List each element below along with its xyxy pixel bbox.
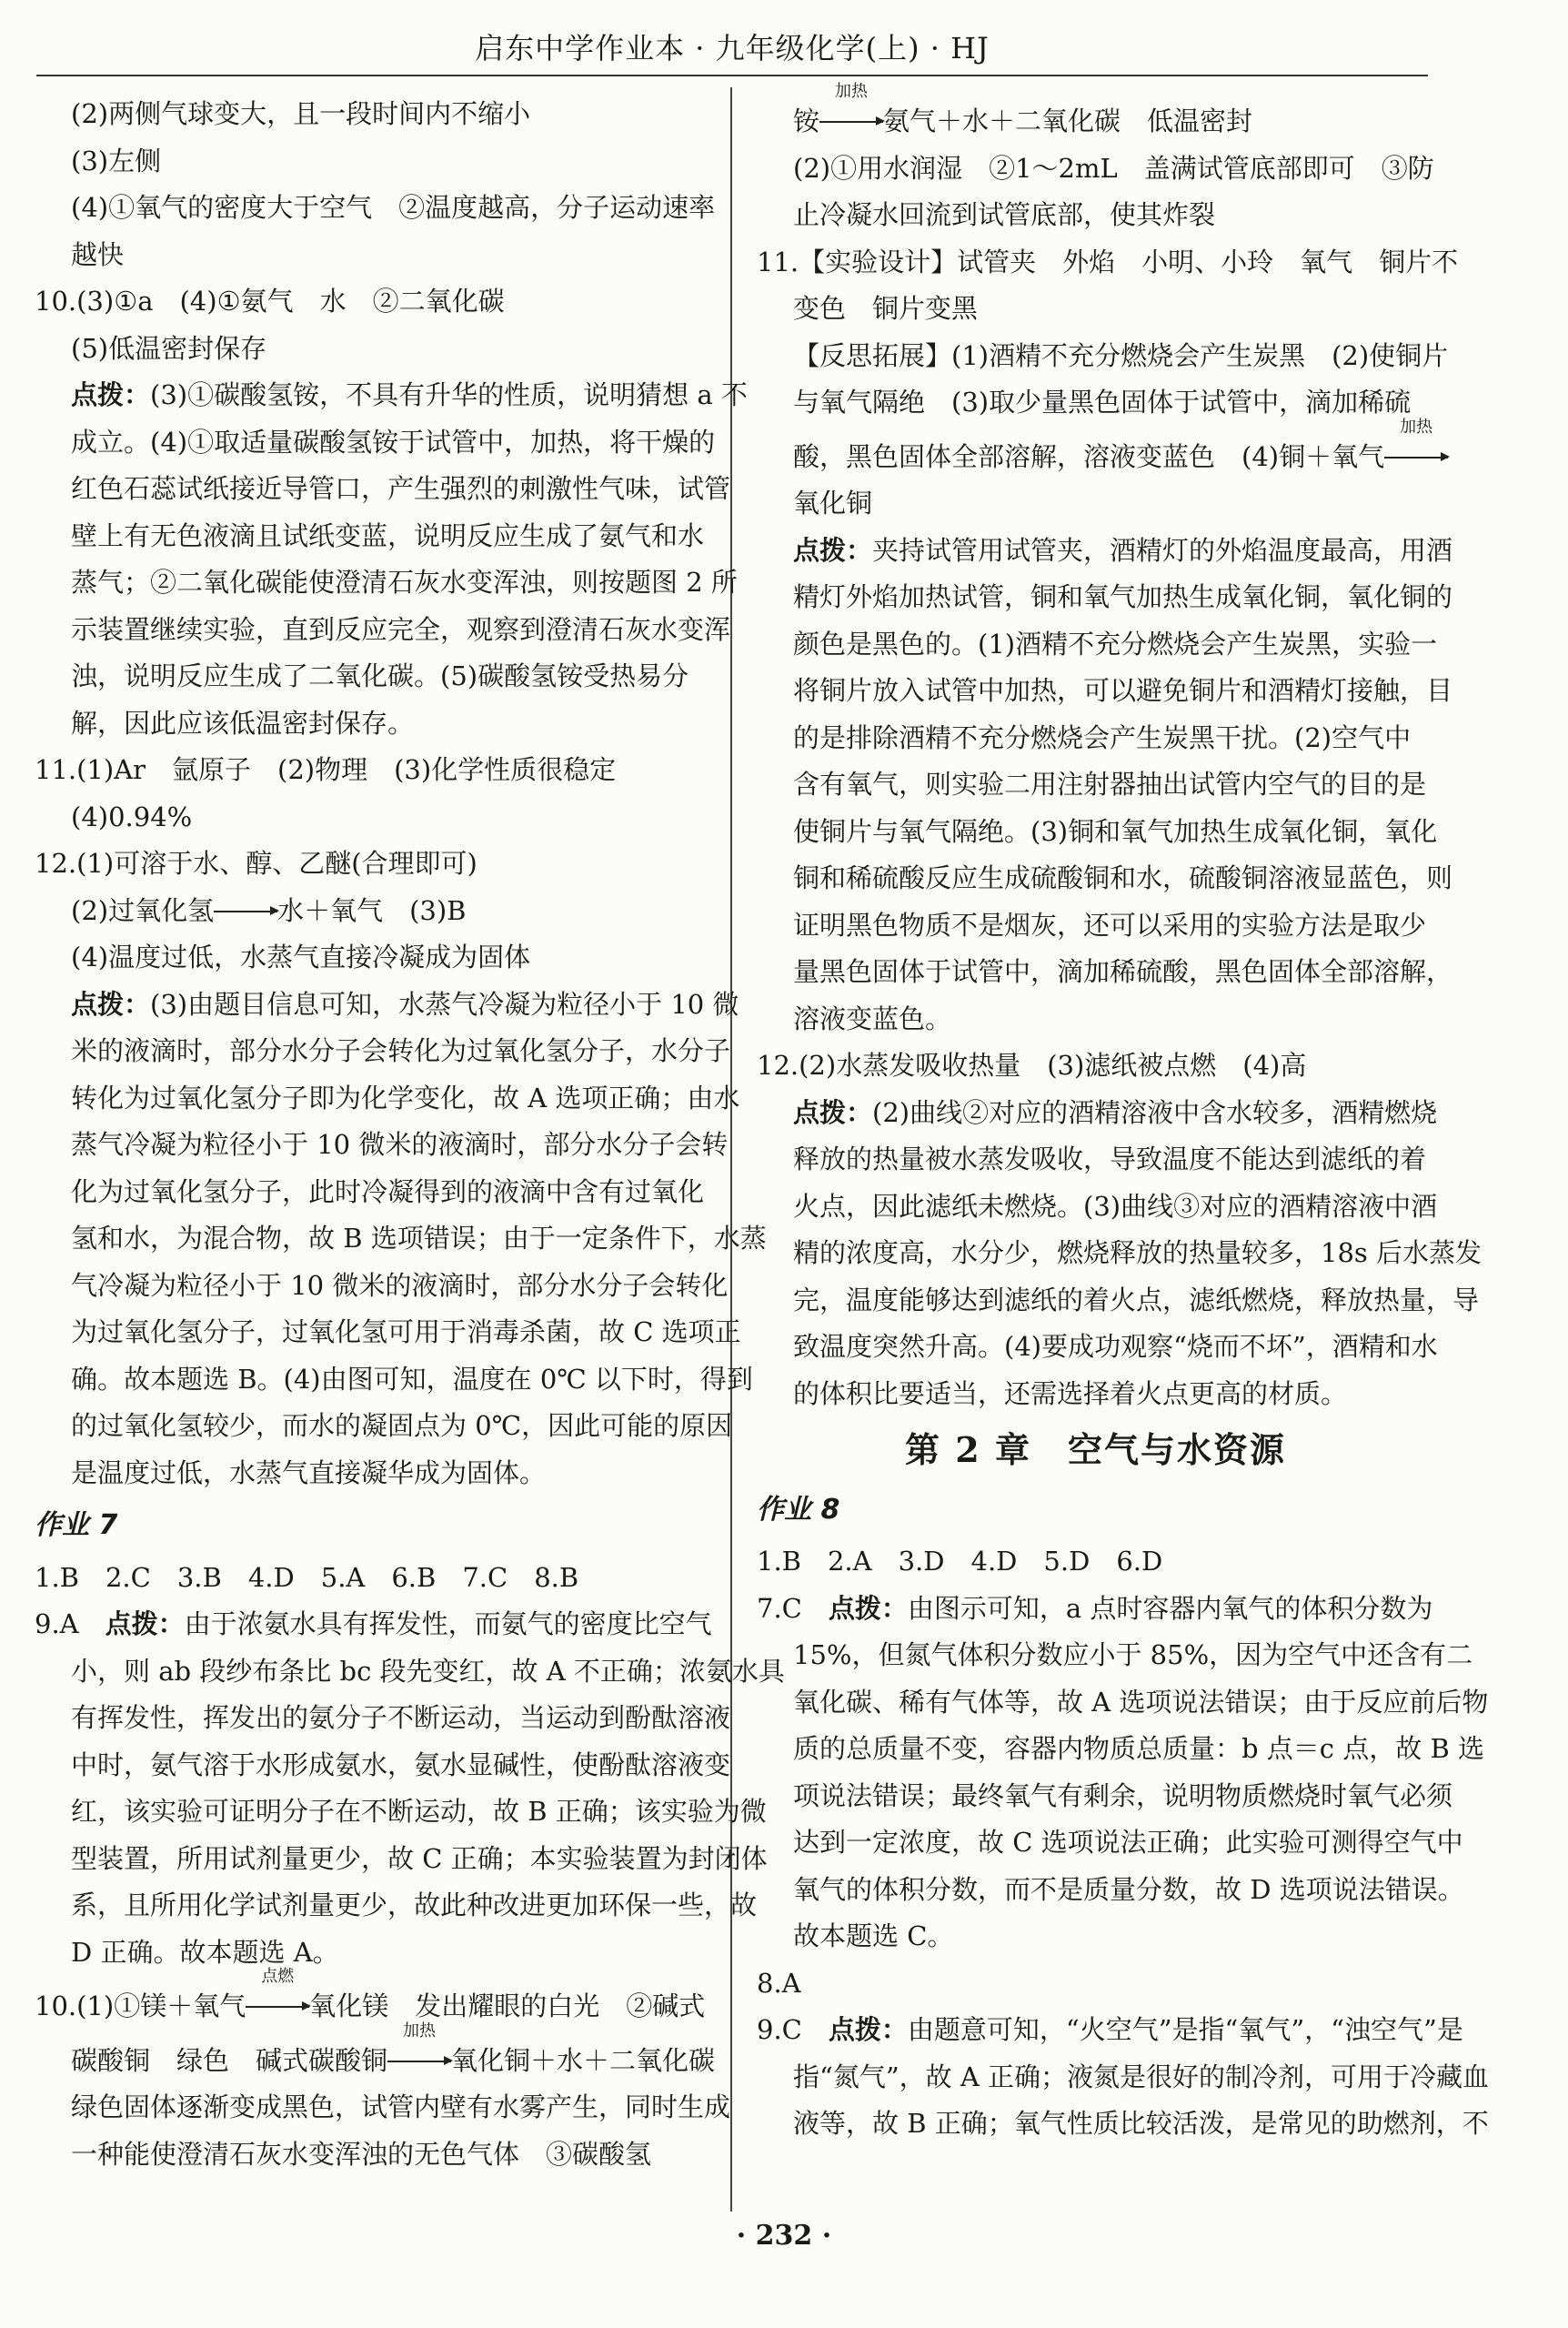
- answer-line: [757, 417, 1434, 481]
- question-12: 12.(2)水蒸发吸收热量 (3)滤纸被点燃 (4)高: [757, 1050, 1307, 1081]
- tip-line: 气冷凝为粒径小于 10 微米的液滴时，部分水分子会转化: [71, 1269, 729, 1301]
- reaction-arrow: 加热: [1384, 434, 1448, 481]
- question-8: 8.A: [757, 1967, 801, 1999]
- answer-line: [35, 888, 709, 935]
- tip-line: 浊，说明反应生成了二氧化碳。(5)碳酸氢铵受热易分: [71, 660, 689, 691]
- tip-line: 铜和稀硫酸反应生成硫酸铜和水，硫酸铜溶液显蓝色，则: [793, 862, 1453, 893]
- tip-line: 确。故本题选 B。(4)由图可知，温度在 0℃ 以下时，得到: [71, 1363, 753, 1395]
- answer-line: [757, 82, 1434, 146]
- answer-line: 一种能使澄清石灰水变浑浊的无色气体 ③碳酸氢: [71, 2138, 652, 2170]
- equation-part: 铵: [793, 106, 820, 136]
- tip-line: 证明黑色物质不是烟灰，还可以采用的实验方法是取少: [793, 909, 1427, 941]
- answer-line: (5)低温密封保存: [71, 332, 267, 364]
- tip-line: 溶液变蓝色。: [793, 1003, 952, 1034]
- tip-line: 小，则 ab 段纱布条比 bc 段先变红，故 A 不正确；浓氨水具: [71, 1655, 785, 1687]
- tip-text: 由题意可知，“火空气”是指“氧气”，“浊空气”是: [907, 2014, 1463, 2045]
- tip-line: 为过氧化氢分子，过氧化氢可用于消毒杀菌，故 C 选项正: [71, 1316, 741, 1347]
- answer-line: (2)两侧气球变大，且一段时间内不缩小: [71, 98, 531, 129]
- tip-label: 点拨：: [105, 1608, 185, 1639]
- tip-line: [757, 1090, 1438, 1137]
- equation-part: 氧化镁 发出耀眼的白光 ②碱式: [309, 1990, 706, 2021]
- answer-line: (2)①用水润湿 ②1～2mL 盖满试管底部即可 ③防: [793, 152, 1434, 184]
- tip-line: 液等，故 B 正确；氧气性质比较活泼，是常见的助燃剂，不: [793, 2108, 1489, 2139]
- tip-line: 中时，氨气溶于水形成氨水，氨水显碱性，使酚酞溶液变: [71, 1749, 731, 1780]
- equation-part: 水＋氧气 (3)B: [277, 894, 467, 926]
- homework-8-title: 作业 8: [757, 1493, 840, 1526]
- tip-line: 示装置继续实验，直到反应完全，观察到澄清石灰水变浑: [71, 613, 731, 645]
- question-11: 11.【实验设计】试管夹 外焰 小明、小玲 氧气 铜片不: [757, 246, 1459, 277]
- answer-line: 1.B 2.C 3.B 4.D 5.A 6.B 7.C 8.B: [35, 1561, 579, 1593]
- equation-part: 碳酸铜 绿色 碱式碳酸铜: [71, 2044, 388, 2076]
- answer-line: 变色 铜片变黑: [793, 293, 979, 324]
- tip-line: 颜色是黑色的。(1)酒精不充分燃烧会产生炭黑，实验一: [793, 628, 1438, 660]
- answer-line: (3)左侧: [71, 145, 162, 176]
- tip-line: 是温度过低，水蒸气直接凝华成为固体。: [71, 1456, 547, 1488]
- equation-part: 10.(1)①镁＋氧气: [35, 1990, 246, 2021]
- tip-text: (2)曲线②对应的酒精溶液中含水较多，酒精燃烧: [872, 1096, 1438, 1128]
- tip-line: 精灯外焰加热试管，铜和氧气加热生成氧化铜，氧化铜的: [793, 581, 1453, 612]
- equation-part: 氨气＋水＋二氧化碳 低温密封: [883, 106, 1253, 136]
- tip-label: 点拨：: [793, 1096, 873, 1128]
- tip-line: 红，该实验可证明分子在不断运动，故 B 正确；该实验为微: [71, 1796, 767, 1827]
- tip-text: 夹持试管用试管夹，酒精灯的外焰温度最高，用酒: [872, 534, 1453, 566]
- tip-line: 氧化碳、稀有气体等，故 A 选项说法错误；由于反应前后物: [793, 1686, 1489, 1718]
- question-12: 12.(1)可溶于水、醇、乙醚(合理即可): [35, 848, 477, 879]
- reaction-arrow: [214, 888, 277, 935]
- tip-label: 点拨：: [793, 534, 873, 566]
- question-11: 11.(1)Ar 氩原子 (2)物理 (3)化学性质很稳定: [35, 754, 617, 785]
- question-9: [757, 2007, 1463, 2054]
- tip-line: 使铜片与氧气隔绝。(3)铜和氧气加热生成氧化铜，氧化: [793, 815, 1438, 847]
- tip-line: 火点，因此滤纸未燃烧。(3)曲线③对应的酒精溶液中酒: [793, 1190, 1438, 1222]
- question-9: [35, 1601, 712, 1648]
- tip-line: 项说法错误；最终氧气有剩余，说明物质燃烧时氧气必须: [793, 1779, 1453, 1811]
- tip-line: 指“氮气”，故 A 正确；液氮是很好的制冷剂，可用于冷藏血: [793, 2061, 1490, 2092]
- tip-text: 由图示可知，a 点时容器内氧气的体积分数为: [907, 1592, 1433, 1624]
- homework-7-title: 作业 7: [35, 1509, 118, 1541]
- tip-line: 有挥发性，挥发出的氨分子不断运动，当运动到酚酞溶液: [71, 1702, 731, 1733]
- tip-line: 壁上有无色液滴且试纸变蓝，说明反应生成了氨气和水: [71, 519, 705, 551]
- tip-line: 达到一定浓度，故 C 选项说法正确；此实验可测得空气中: [793, 1827, 1463, 1858]
- answer-line: [35, 2021, 716, 2085]
- tip-line: 蒸气；②二氧化碳能使澄清石灰水变浑浊，则按题图 2 所: [71, 567, 738, 598]
- answer-line: 越快: [71, 238, 125, 270]
- tip-label: 点拨：: [828, 1592, 908, 1624]
- tip-line: 化为过氧化氢分子，此时冷凝得到的液滴中含有过氧化: [71, 1175, 705, 1207]
- page-header: 启东中学作业本 · 九年级化学(上) · HJ: [36, 25, 1428, 76]
- tip-line: [35, 982, 739, 1029]
- tip-line: 完，温度能够达到滤纸的着火点，滤纸燃烧，释放热量，导: [793, 1284, 1480, 1315]
- answer-line: 与氧气隔绝 (3)取少量黑色固体于试管中，滴加稀硫: [793, 387, 1412, 418]
- tip-line: 氧气的体积分数，而不是质量分数，故 D 选项说法错误。: [793, 1873, 1464, 1905]
- tip-line: 量黑色固体于试管中，滴加稀硫酸，黑色固体全部溶解，: [793, 956, 1453, 987]
- answer-line: 止冷凝水回流到试管底部，使其炸裂: [793, 199, 1216, 230]
- tip-line: 释放的热量被水蒸发吸收，导致温度不能达到滤纸的着: [793, 1144, 1427, 1174]
- chapter-title: 第 2 章 空气与水资源: [905, 1429, 1286, 1470]
- question-10: 10.(3)①a (4)①氨气 水 ②二氧化碳: [35, 286, 505, 317]
- equation-part: 氧化铜＋水＋二氧化碳: [451, 2044, 716, 2076]
- answer-line: 【反思拓展】(1)酒精不充分燃烧会产生炭黑 (2)使铜片: [793, 339, 1449, 371]
- answer-line: 绿色固体逐渐变成黑色，试管内壁有水雾产生，同时生成: [71, 2091, 731, 2122]
- tip-line: 故本题选 C。: [793, 1920, 954, 1951]
- tip-line: 解，因此应该低温密封保存。: [71, 707, 415, 739]
- answer-choice: 9.A: [35, 1608, 106, 1639]
- tip-line: 将铜片放入试管中加热，可以避免铜片和酒精灯接触，目: [793, 675, 1453, 706]
- question-7: [757, 1586, 1434, 1633]
- answer-line: (4)0.94%: [71, 801, 193, 832]
- tip-line: D 正确。故本题选 A。: [71, 1936, 339, 1968]
- tip-line: 的体积比要适当，还需选择着火点更高的材质。: [793, 1377, 1348, 1409]
- tip-line: 红色石蕊试纸接近导管口，产生强烈的刺激性气味，试管: [71, 473, 731, 504]
- equation-part: 酸，黑色固体全部溶解，溶液变蓝色 (4)铜＋氧气: [793, 440, 1385, 472]
- right-column: [757, 82, 1490, 2148]
- answer-choice: 7.C: [757, 1592, 829, 1624]
- answer-line: 氧化铜: [793, 488, 873, 519]
- tip-line: [35, 372, 748, 419]
- reaction-arrow: 加热: [387, 2038, 451, 2085]
- tip-line: 15%，但氮气体积分数应小于 85%，因为空气中还含有二: [793, 1639, 1473, 1670]
- question-10: [35, 1967, 709, 2031]
- tip-line: 成立。(4)①取适量碳酸氢铵于试管中，加热，将干燥的: [71, 426, 716, 458]
- answer-line: 1.B 2.A 3.D 4.D 5.D 6.D: [757, 1546, 1163, 1577]
- tip-line: 的过氧化氢较少，而水的凝固点为 0℃，因此可能的原因: [71, 1410, 733, 1441]
- tip-label: 点拨：: [71, 379, 151, 410]
- tip-line: [757, 528, 1453, 575]
- tip-text: (3)由题目信息可知，水蒸气冷凝为粒径小于 10 微: [150, 988, 739, 1020]
- tip-line: 米的液滴时，部分水分子会转化为过氧化氢分子，水分子: [71, 1035, 731, 1066]
- tip-text: 由于浓氨水具有挥发性，而氨气的密度比空气: [184, 1608, 712, 1639]
- tip-line: 含有氧气，则实验二用注射器抽出试管内空气的目的是: [793, 769, 1427, 800]
- answer-line: (4)①氧气的密度大于空气 ②温度越高，分子运动速率: [71, 192, 716, 223]
- tip-line: 的是排除酒精不充分燃烧会产生炭黑干扰。(2)空气中: [793, 721, 1412, 753]
- tip-line: 致温度突然升高。(4)要成功观察“烧而不坏”，酒精和水: [793, 1331, 1438, 1362]
- tip-line: 精的浓度高，水分少，燃烧释放的热量较多，18s 后水蒸发: [793, 1237, 1483, 1268]
- tip-line: 蒸气冷凝为粒径小于 10 微米的液滴时，部分水分子会转: [71, 1129, 729, 1160]
- tip-line: 氢和水，为混合物，故 B 选项错误；由于一定条件下，水蒸: [71, 1223, 767, 1254]
- tip-text: (3)①碳酸氢铵，不具有升华的性质，说明猜想 a 不: [150, 379, 748, 410]
- answer-choice: 9.C: [757, 2014, 829, 2045]
- page-number: · 232 ·: [736, 2220, 832, 2252]
- equation-part: (2)过氧化氢: [71, 894, 215, 926]
- tip-line: 系，且所用化学试剂量更少，故此种改进更加环保一些，故: [71, 1890, 758, 1920]
- tip-label: 点拨：: [828, 2014, 908, 2045]
- tip-line: 质的总质量不变，容器内物质总质量：b 点＝c 点，故 B 选: [793, 1733, 1484, 1764]
- reaction-arrow: 点燃: [246, 1983, 309, 2031]
- tip-line: 转化为过氧化氢分子即为化学变化，故 A 选项正确；由水: [71, 1082, 740, 1114]
- reaction-arrow: 加热: [819, 98, 883, 146]
- tip-line: 型装置，所用试剂量更少，故 C 正确；本实验装置为封闭体: [71, 1842, 768, 1874]
- answer-line: (4)温度过低，水蒸气直接冷凝成为固体: [71, 942, 531, 973]
- tip-label: 点拨：: [71, 988, 151, 1020]
